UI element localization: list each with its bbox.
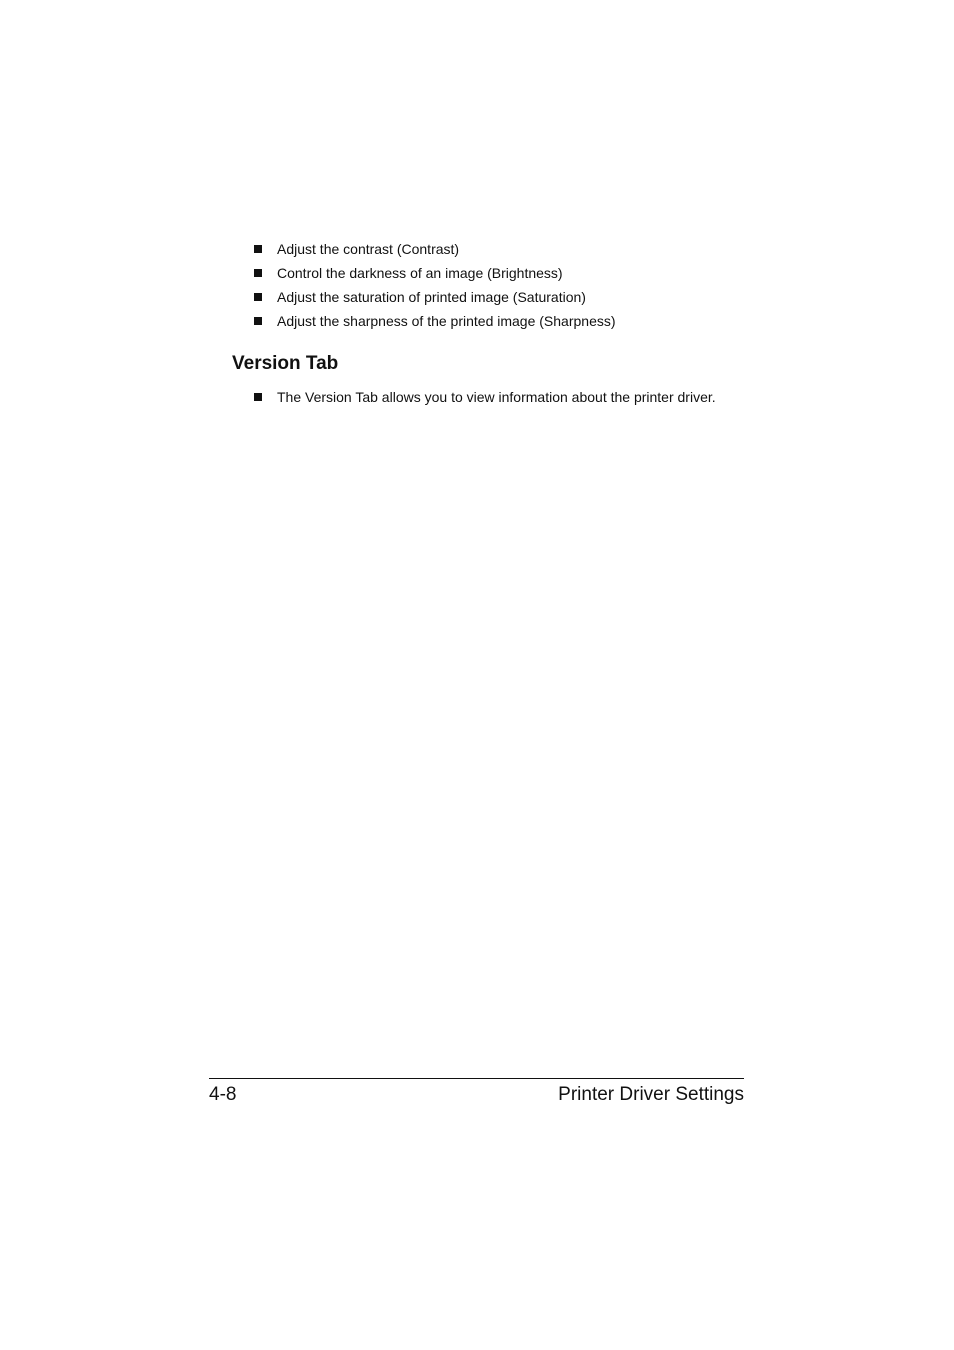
list-item-text: The Version Tab allows you to view information about the printer driver. bbox=[277, 389, 716, 405]
footer-divider bbox=[209, 1078, 744, 1079]
chapter-title: Printer Driver Settings bbox=[558, 1084, 744, 1105]
square-bullet-icon bbox=[254, 317, 262, 325]
list-item bbox=[254, 237, 616, 261]
adjustment-options-list bbox=[254, 237, 616, 333]
list-item-text: Adjust the sharpness of the printed image (Sharpness) bbox=[277, 313, 616, 329]
list-item bbox=[254, 285, 616, 309]
list-item-text: Adjust the contrast (Contrast) bbox=[277, 241, 460, 257]
section-heading-version-tab: Version Tab bbox=[232, 353, 339, 374]
square-bullet-icon bbox=[254, 269, 262, 277]
list-item-text: Control the darkness of an image (Brightness) bbox=[277, 265, 563, 281]
list-item bbox=[254, 261, 616, 285]
square-bullet-icon bbox=[254, 245, 262, 253]
list-item bbox=[254, 309, 616, 333]
page-footer bbox=[209, 1082, 744, 1108]
list-item bbox=[254, 385, 716, 409]
square-bullet-icon bbox=[254, 293, 262, 301]
square-bullet-icon bbox=[254, 393, 262, 401]
list-item-text: Adjust the saturation of printed image (Saturation) bbox=[277, 289, 586, 305]
version-tab-list bbox=[254, 385, 716, 409]
page-number: 4-8 bbox=[209, 1084, 237, 1105]
